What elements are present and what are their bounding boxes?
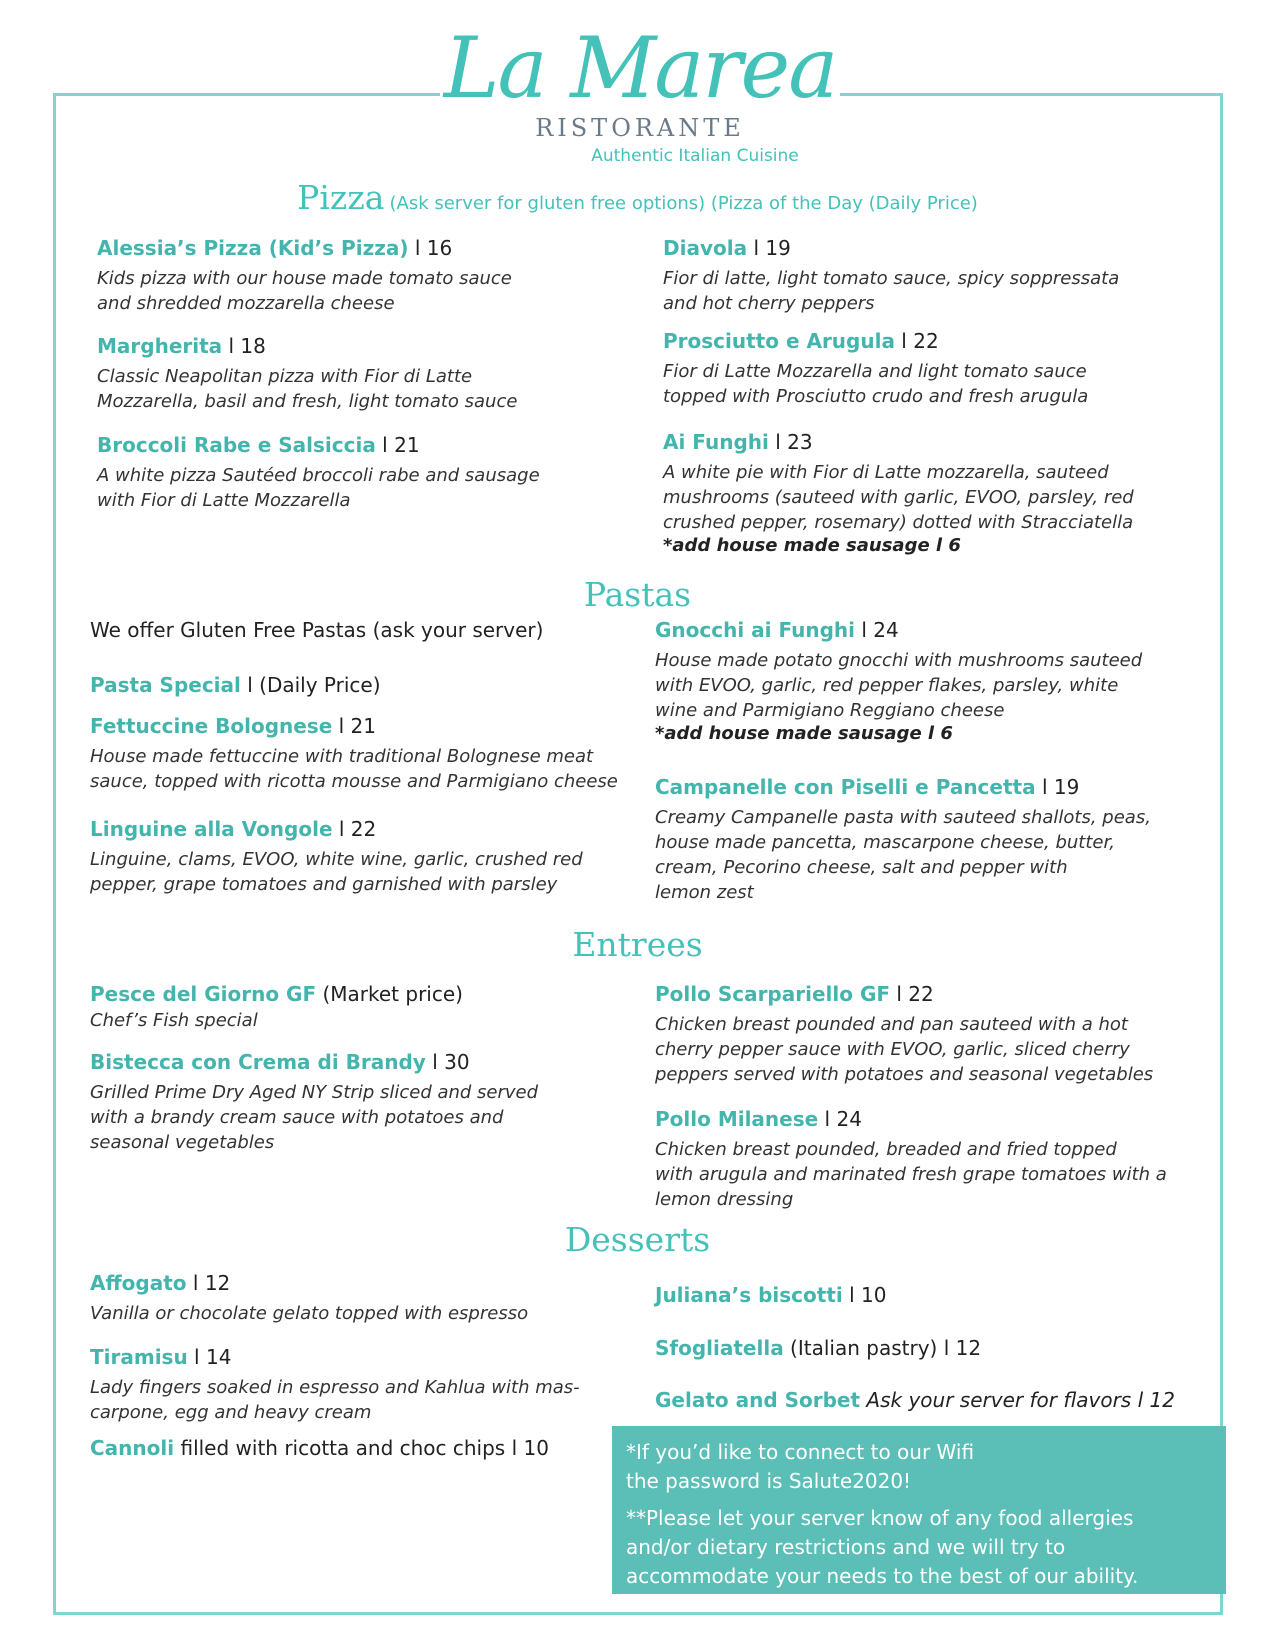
item-description: Classic Neapolitan pizza with Fior di Latte Mozzarella, basil and fresh, light tomato sauce — [97, 366, 518, 412]
item-name: Ai Funghi — [663, 430, 769, 454]
menu-item — [97, 236, 512, 316]
item-description: Grilled Prime Dry Aged NY Strip sliced and served with a brandy cream sauce with potatoes and seasonal vegetables — [90, 1082, 539, 1153]
item-description: Chef’s Fish special — [90, 1010, 258, 1031]
menu-item — [90, 673, 381, 697]
pastas-title: Pastas — [583, 575, 692, 614]
menu-item — [90, 1345, 580, 1425]
desserts-heading — [0, 1220, 1275, 1259]
entrees-heading — [0, 925, 1275, 964]
item-name: Margherita — [97, 334, 223, 358]
menu-item — [663, 329, 1088, 409]
item-name: Pesce del Giorno GF — [90, 982, 317, 1006]
item-price: l 24 — [855, 618, 899, 642]
item-name: Cannoli — [90, 1436, 175, 1460]
item-description: Linguine, clams, EVOO, white wine, garlic, crushed red pepper, grape tomatoes and garnished with parsley — [90, 849, 583, 895]
item-name: Broccoli Rabe e Salsiccia — [97, 433, 376, 457]
item-price: l 22 — [332, 817, 377, 841]
menu-item — [655, 1107, 1167, 1212]
wifi-note: *If you’d like to connect to our Wifi the password is Salute2020! — [626, 1440, 975, 1493]
item-name: Sfogliatella — [655, 1336, 784, 1360]
item-name: Pollo Scarpariello GF — [655, 982, 891, 1006]
item-name: Campanelle con Piselli e Pancetta — [655, 775, 1036, 799]
item-price: l 19 — [1035, 775, 1080, 799]
gluten-free-note: We offer Gluten Free Pastas (ask your server) — [90, 618, 544, 642]
item-description: A white pizza Sautéed broccoli rabe and sausage with Fior di Latte Mozzarella — [97, 465, 540, 511]
item-name: Bistecca con Crema di Brandy — [90, 1050, 426, 1074]
item-name: Alessia’s Pizza (Kid’s Pizza) — [97, 236, 409, 260]
item-name: Juliana’s biscotti — [655, 1283, 843, 1307]
menu-item — [663, 236, 1119, 316]
logo-tagline: Authentic Italian Cuisine — [591, 146, 799, 166]
item-price: l 16 — [408, 236, 453, 260]
item-name: Pasta Special — [90, 673, 241, 697]
item-name: Affogato — [90, 1271, 187, 1295]
menu-item — [655, 1388, 1175, 1412]
logo-name: La Marea — [443, 19, 837, 117]
item-price: l 21 — [332, 714, 377, 738]
entrees-title: Entrees — [572, 925, 703, 964]
item-name: Gnocchi ai Funghi — [655, 618, 856, 642]
item-price: l 18 — [222, 334, 266, 358]
item-price: filled with ricotta and choc chips l 10 — [174, 1436, 549, 1460]
item-price: l 12 — [186, 1271, 231, 1295]
menu-item — [90, 714, 618, 794]
desserts-title: Desserts — [564, 1220, 711, 1259]
menu-item — [663, 430, 1134, 556]
menu-item — [97, 433, 540, 513]
menu-item — [90, 817, 583, 897]
item-name: Fettuccine Bolognese — [90, 714, 333, 738]
item-price: l 14 — [187, 1345, 232, 1369]
menu-item — [655, 1336, 981, 1360]
item-price: l 19 — [747, 236, 791, 260]
menu-item — [90, 982, 463, 1033]
item-description: Lady fingers soaked in espresso and Kahlua with mas- carpone, egg and heavy cream — [90, 1377, 580, 1423]
item-description: Chicken breast pounded and pan sauteed with a hot cherry pepper sauce with EVOO, garlic, sliced cherry peppers served with potatoes and seasonal vegetables — [655, 1014, 1154, 1085]
item-description: Vanilla or chocolate gelato topped with espresso — [90, 1303, 529, 1324]
pizza-subtitle: (Ask server for gluten free options) (Pizza of the Day (Daily Price) — [389, 193, 978, 214]
menu-item — [655, 982, 1153, 1087]
info-box — [612, 1426, 1226, 1594]
item-addon-note: *add house made sausage l 6 — [655, 723, 953, 744]
item-description: Chicken breast pounded, breaded and fried topped with arugula and marinated fresh grape tomatoes with a lemon dressing — [655, 1139, 1167, 1210]
item-description: House made fettuccine with traditional Bolognese meat sauce, topped with ricotta mousse and Parmigiano cheese — [90, 746, 618, 792]
item-price: l 30 — [425, 1050, 470, 1074]
item-price: l 10 — [842, 1283, 887, 1307]
item-name: Pollo Milanese — [655, 1107, 819, 1131]
item-description: Creamy Campanelle pasta with sauteed shallots, peas, house made pancetta, mascarpone cheese, butter, cream, Pecorino cheese, salt and pepper with lemon zest — [655, 807, 1151, 903]
pizza-title: Pizza — [297, 178, 385, 217]
item-price: l 22 — [894, 329, 939, 353]
item-name: Tiramisu — [90, 1345, 188, 1369]
allergy-note: **Please let your server know of any food allergies and/or dietary restrictions and we will try to accommodate your needs to the best of our ability. — [626, 1506, 1139, 1588]
item-description: A white pie with Fior di Latte mozzarella, sauteed mushrooms (sauteed with garlic, EVOO, parsley, red crushed pepper, rosemary) dotted with Stracciatella — [663, 462, 1134, 533]
item-price: l 21 — [375, 433, 420, 457]
item-description: Fior di Latte Mozzarella and light tomato sauce topped with Prosciutto crudo and fresh arugula — [663, 361, 1089, 407]
pizza-heading — [0, 178, 1275, 217]
item-price: (Market price) — [316, 982, 463, 1006]
item-description: Fior di latte, light tomato sauce, spicy soppressata and hot cherry peppers — [663, 268, 1120, 314]
item-description: House made potato gnocchi with mushrooms sauteed with EVOO, garlic, red pepper flakes, parsley, white wine and Parmigiano Reggiano cheese — [655, 650, 1143, 721]
item-name: Prosciutto e Arugula — [663, 329, 895, 353]
item-price: l 23 — [768, 430, 813, 454]
item-price: (Italian pastry) l 12 — [783, 1336, 982, 1360]
item-price: Ask your server for flavors l 12 — [860, 1388, 1175, 1412]
menu-item — [655, 1283, 886, 1307]
menu-item — [655, 775, 1151, 905]
item-description: Kids pizza with our house made tomato sauce and shredded mozzarella cheese — [97, 268, 512, 314]
logo-subtitle: RISTORANTE — [535, 114, 745, 142]
menu-item — [90, 1050, 538, 1155]
pastas-heading — [0, 575, 1275, 614]
menu-item — [97, 334, 517, 414]
restaurant-logo — [440, 10, 840, 170]
item-addon-note: *add house made sausage l 6 — [663, 535, 961, 556]
item-price: l 24 — [818, 1107, 862, 1131]
item-price: l 22 — [890, 982, 934, 1006]
item-price: l (Daily Price) — [240, 673, 381, 697]
menu-item — [90, 1436, 549, 1460]
menu-item — [655, 618, 1142, 744]
item-name: Gelato and Sorbet — [655, 1388, 861, 1412]
item-name: Diavola — [663, 236, 748, 260]
item-name: Linguine alla Vongole — [90, 817, 333, 841]
menu-item — [90, 1271, 528, 1326]
